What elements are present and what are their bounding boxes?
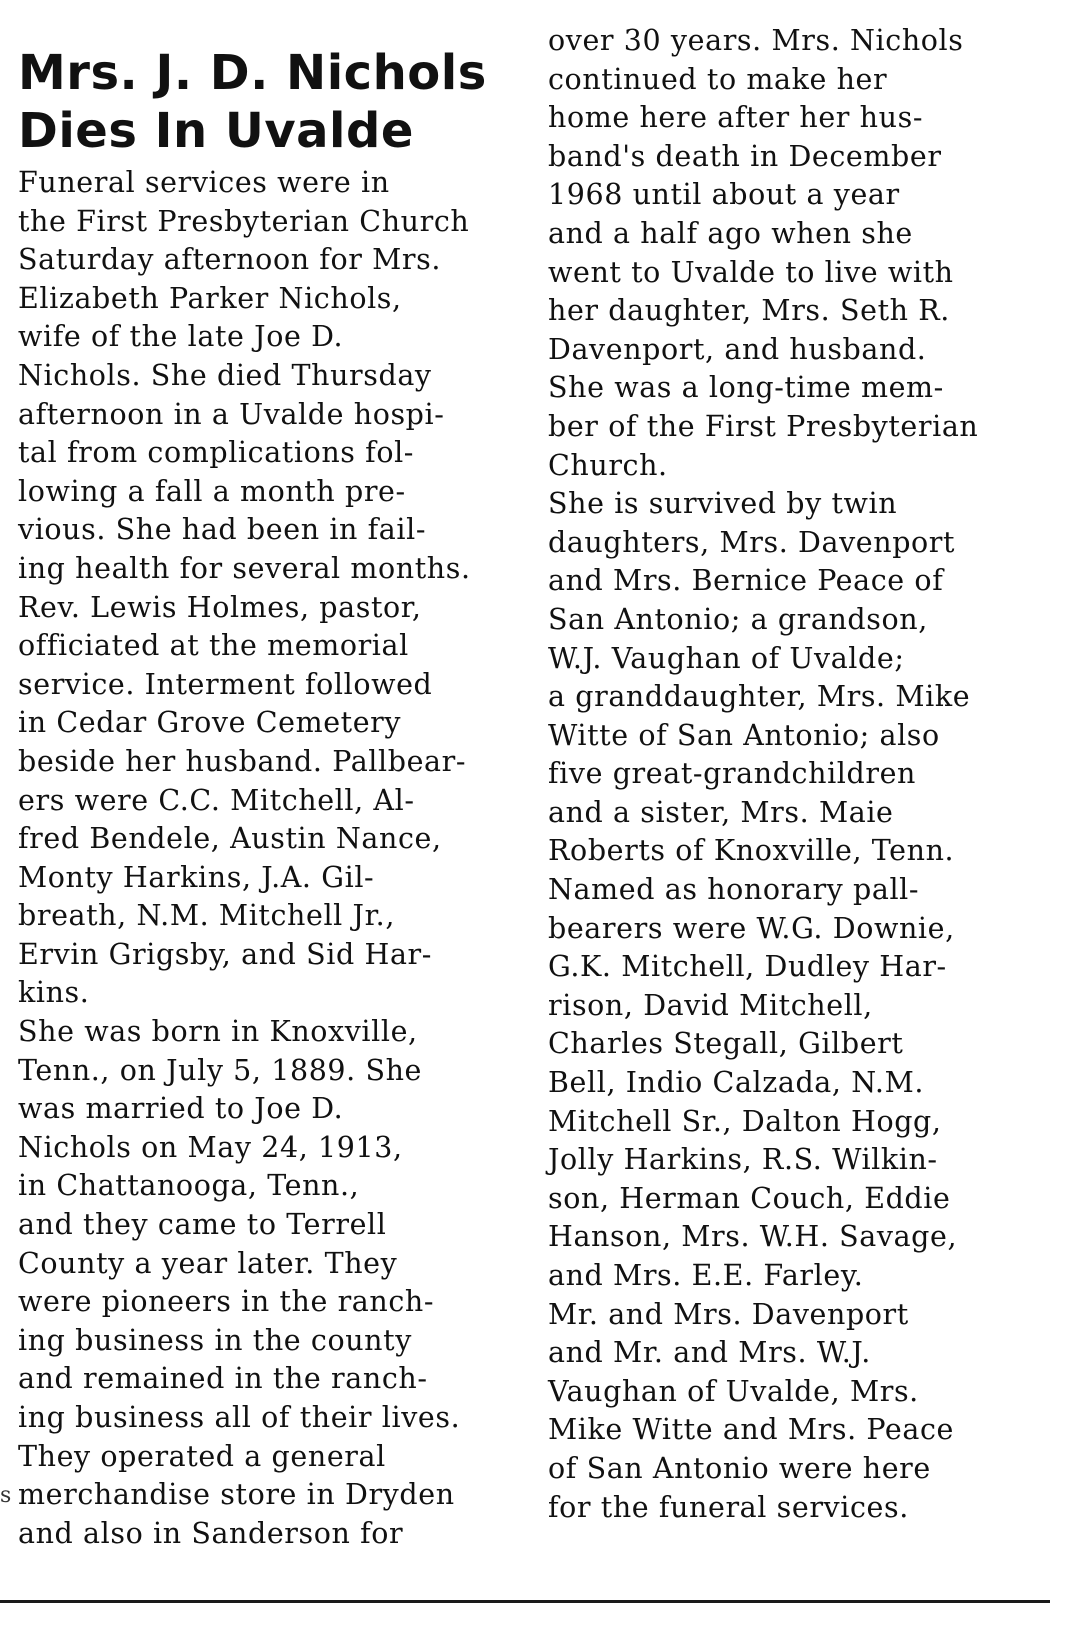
text-line: tal from complications fol-	[18, 436, 415, 470]
left-column	[18, 0, 523, 1553]
text-line: wife of the late Joe D.	[18, 320, 344, 354]
text-line: ber of the First Presbyterian	[548, 409, 979, 443]
text-line: Named as honorary pall-	[548, 873, 920, 907]
text-line: and a half ago when she	[548, 216, 913, 250]
text-line: Vaughan of Uvalde, Mrs.	[548, 1374, 919, 1408]
text-line: and also in Sanderson for	[18, 1516, 404, 1550]
text-line: service. Interment followed	[18, 667, 433, 701]
text-line: bearers were W.G. Downie,	[548, 911, 955, 945]
text-line: She was a long-time mem-	[548, 371, 944, 405]
text-line: Rev. Lewis Holmes, pastor,	[18, 590, 422, 624]
text-line: Mike Witte and Mrs. Peace	[548, 1413, 955, 1447]
text-line: Saturday afternoon for Mrs.	[18, 243, 441, 277]
text-line: and Mrs. Bernice Peace of	[548, 564, 944, 598]
text-line: in Cedar Grove Cemetery	[18, 706, 402, 740]
text-line: Davenport, and husband.	[548, 332, 927, 366]
text-line: and they came to Terrell	[18, 1208, 387, 1242]
text-line: officiated at the memorial	[18, 629, 409, 663]
text-line: ing business all of their lives.	[18, 1401, 461, 1434]
text-line: They operated a general	[18, 1439, 386, 1473]
text-line: ing business in the county	[18, 1323, 412, 1357]
text-line: were pioneers in the ranch-	[18, 1285, 435, 1319]
right-column-text	[548, 22, 1053, 1527]
text-line: Witte of San Antonio; also	[548, 718, 940, 752]
text-line: home here after her hus-	[548, 101, 924, 135]
headline-line-2: Dies In Uvalde	[18, 103, 414, 159]
text-line: for the funeral services.	[548, 1490, 909, 1524]
text-line: Tenn., on July 5, 1889. She	[18, 1053, 423, 1087]
text-line: Mr. and Mrs. Davenport	[548, 1297, 909, 1331]
text-line: daughters, Mrs. Davenport	[548, 525, 956, 559]
text-line: rison, David Mitchell,	[548, 988, 873, 1022]
text-line: lowing a fall a month pre-	[18, 474, 406, 508]
text-line: Funeral services were in	[18, 166, 390, 199]
text-line: Roberts of Knoxville, Tenn.	[548, 834, 955, 868]
text-line: Bell, Indio Calzada, N.M.	[548, 1066, 925, 1100]
text-line: her daughter, Mrs. Seth R.	[548, 294, 950, 328]
text-line: She is survived by twin	[548, 487, 898, 521]
text-line: Jolly Harkins, R.S. Wilkin-	[548, 1143, 938, 1177]
text-line: Nichols on May 24, 1913,	[18, 1130, 403, 1164]
text-line: son, Herman Couch, Eddie	[548, 1181, 951, 1215]
text-line: vious. She had been in fail-	[18, 513, 427, 547]
text-line: in Chattanooga, Tenn.,	[18, 1169, 360, 1203]
text-line: Hanson, Mrs. W.H. Savage,	[548, 1220, 958, 1254]
text-line: merchandise store in Dryden	[18, 1478, 455, 1512]
text-line: continued to make her	[548, 62, 888, 96]
headline-line-1: Mrs. J. D. Nichols	[18, 45, 487, 101]
text-line: G.K. Mitchell, Dudley Har-	[548, 950, 947, 984]
text-line: 1968 until about a year	[548, 178, 900, 212]
text-line: and remained in the ranch-	[18, 1362, 428, 1396]
right-column	[548, 0, 1053, 1527]
text-line: ers were C.C. Mitchell, Al-	[18, 783, 415, 817]
text-line: Charles Stegall, Gilbert	[548, 1027, 904, 1061]
text-line: and a sister, Mrs. Maie	[548, 795, 894, 829]
text-line: breath, N.M. Mitchell Jr.,	[18, 899, 395, 933]
text-line: Mitchell Sr., Dalton Hogg,	[548, 1104, 942, 1138]
bottom-rule	[0, 1600, 1050, 1603]
text-line: Monty Harkins, J.A. Gil-	[18, 860, 375, 894]
text-line: afternoon in a Uvalde hospi-	[18, 397, 445, 431]
text-line: five great-grandchildren	[548, 757, 916, 791]
text-line: of San Antonio were here	[548, 1451, 931, 1485]
text-line: and Mrs. E.E. Farley.	[548, 1259, 864, 1292]
headline	[18, 44, 523, 160]
text-line: Nichols. She died Thursday	[18, 358, 432, 392]
left-column-text	[18, 164, 523, 1553]
text-line: County a year later. They	[18, 1246, 398, 1280]
text-line: beside her husband. Pallbear-	[18, 744, 467, 778]
text-line: and Mr. and Mrs. W.J.	[548, 1336, 871, 1370]
text-line: went to Uvalde to live with	[548, 255, 954, 289]
text-line: was married to Joe D.	[18, 1092, 344, 1126]
text-line: San Antonio; a grandson,	[548, 602, 928, 636]
text-line: Ervin Grigsby, and Sid Har-	[18, 937, 433, 971]
text-line: Elizabeth Parker Nichols,	[18, 281, 402, 315]
margin-mark: s	[0, 1483, 12, 1508]
text-line: the First Presbyterian Church	[18, 204, 470, 238]
text-line: kins.	[18, 976, 90, 1010]
text-line: fred Bendele, Austin Nance,	[18, 822, 442, 856]
text-line: ing health for several months.	[18, 551, 471, 585]
text-line: W.J. Vaughan of Uvalde;	[548, 641, 905, 675]
text-line: band's death in December	[548, 139, 942, 173]
text-line: over 30 years. Mrs. Nichols	[548, 24, 964, 57]
text-line: a granddaughter, Mrs. Mike	[548, 680, 971, 714]
text-line: Church.	[548, 448, 668, 482]
text-line: She was born in Knoxville,	[18, 1015, 418, 1049]
